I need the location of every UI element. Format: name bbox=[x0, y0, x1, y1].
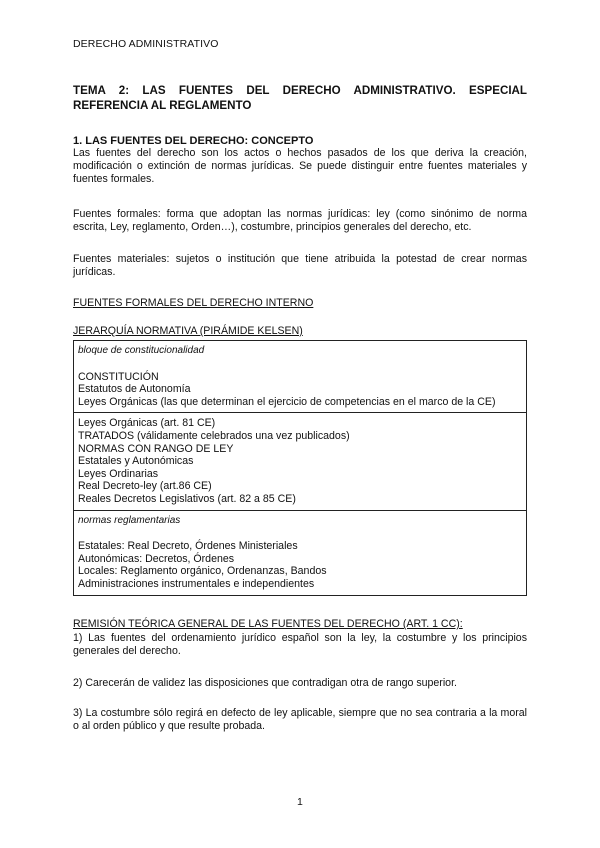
section-heading: 1. LAS FUENTES DEL DERECHO: CONCEPTO bbox=[73, 135, 314, 147]
paragraph: 3) La costumbre sólo regirá en defecto de ley aplicable, siempre que no sea contraria a la moral o al orden público y que resulte probada. bbox=[73, 707, 527, 732]
row-line: Administraciones instrumentales e independientes bbox=[78, 577, 315, 590]
jerarquia-underlined: JERARQUÍA NORMATIVA (PIRÁMIDE KELSEN) bbox=[73, 325, 303, 337]
subheading-jerarquia bbox=[73, 325, 527, 337]
row-line: NORMAS CON RANGO DE LEY bbox=[78, 442, 234, 455]
paragraph: Las fuentes del derecho son los actos o hechos pasados de los que deriva la creación, modificación o extinción de normas jurídicas. Se puede distinguir entre fuentes materiales y fuentes formales. bbox=[73, 147, 527, 185]
subheading-fuentes-formales: FUENTES FORMALES DEL DERECHO INTERNO bbox=[73, 297, 314, 309]
row-line: Real Decreto-ley (art.86 CE) bbox=[78, 480, 212, 493]
row-line: Estatutos de Autonomía bbox=[78, 383, 191, 396]
row-line: Autonómicas: Decretos, Órdenes bbox=[78, 552, 235, 565]
row-line: Locales: Reglamento orgánico, Ordenanzas, Bandos bbox=[78, 565, 327, 578]
row-line: Estatales: Real Decreto, Órdenes Ministeriales bbox=[78, 540, 298, 553]
row-line: CONSTITUCIÓN bbox=[78, 370, 159, 383]
table-row bbox=[74, 413, 526, 510]
subheading-remision: REMISIÓN TEÓRICA GENERAL DE LAS FUENTES DEL DERECHO (ART. 1 CC): bbox=[73, 618, 463, 630]
row-line: Leyes Orgánicas (art. 81 CE) bbox=[78, 417, 216, 430]
running-header: DERECHO ADMINISTRATIVO bbox=[73, 38, 219, 50]
section-concepto bbox=[73, 135, 527, 186]
paragraph: Fuentes materiales: sujetos o institución que tiene atribuida la potestad de crear normas jurídicas. bbox=[73, 253, 527, 278]
page-number: 1 bbox=[297, 796, 303, 808]
paragraph: 2) Carecerán de validez las disposiciones que contradigan otra de rango superior. bbox=[73, 677, 457, 689]
paragraph: Fuentes formales: forma que adoptan las normas jurídicas: ley (como sinónimo de norma escrita, Ley, reglamento, Orden…), costumbre, principios generales del derecho, etc. bbox=[73, 208, 527, 233]
hierarchy-table bbox=[73, 340, 527, 596]
row-label: bloque de constitucionalidad bbox=[78, 345, 205, 356]
table-row bbox=[74, 341, 526, 413]
row-line: TRATADOS (válidamente celebrados una vez publicados) bbox=[78, 429, 350, 442]
table-row bbox=[74, 511, 526, 595]
paragraph: 1) Las fuentes del ordenamiento jurídico español son la ley, la costumbre y los principios generales del derecho. bbox=[73, 632, 527, 657]
row-line: Estatales y Autonómicas bbox=[78, 455, 194, 468]
page-title: TEMA 2: LAS FUENTES DEL DERECHO ADMINISTRATIVO. ESPECIAL REFERENCIA AL REGLAMENTO bbox=[73, 84, 527, 112]
row-line: Leyes Ordinarias bbox=[78, 467, 159, 480]
row-line: Leyes Orgánicas (las que determinan el ejercicio de competencias en el marco de la CE) bbox=[78, 395, 496, 408]
row-line: Reales Decretos Legislativos (art. 82 a 85 CE) bbox=[78, 492, 296, 505]
row-label: normas reglamentarias bbox=[78, 514, 181, 526]
